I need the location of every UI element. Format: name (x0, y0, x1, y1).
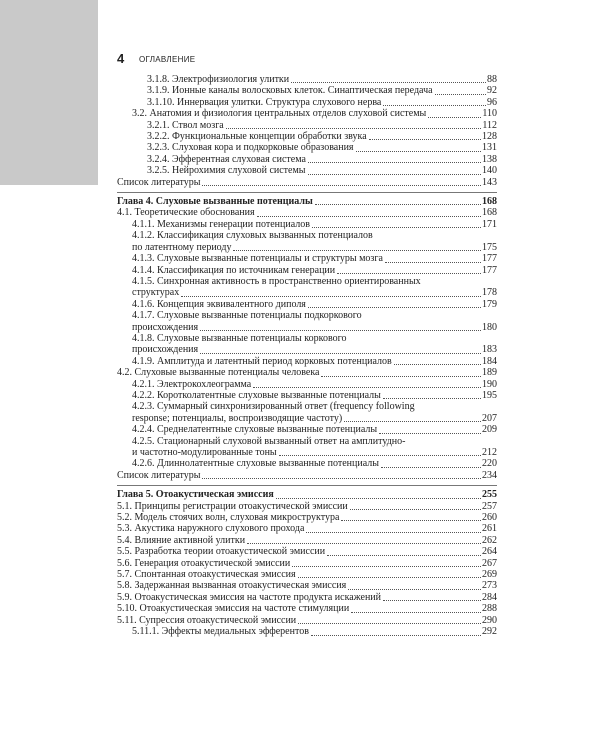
toc-page-number: 269 (482, 569, 497, 581)
toc-entry[interactable] (117, 230, 497, 253)
dot-leader (292, 566, 481, 567)
toc-entry[interactable] (117, 154, 497, 165)
toc-page-number: 264 (482, 546, 497, 558)
toc-page-number: 288 (482, 603, 497, 615)
toc-entry-title: происхождения (132, 344, 199, 356)
toc-entry[interactable] (117, 276, 497, 299)
dot-leader (279, 455, 481, 456)
toc-page-number: 177 (482, 253, 497, 265)
dot-leader (298, 577, 481, 578)
dot-leader (257, 216, 481, 217)
toc-entry[interactable] (117, 219, 497, 230)
toc-page-number: 179 (482, 298, 497, 310)
page-number: 4 (117, 51, 125, 66)
toc-entry-title: 4.1.9. Амплитуда и латентный период корковых потенциалов (132, 355, 392, 367)
toc-entry-title: response; потенциалы, воспроизводящие частоту) (132, 412, 343, 424)
dot-leader (312, 227, 481, 228)
toc-entry-title: Глава 4. Слуховые вызванные потенциалы (117, 196, 313, 208)
toc-page-number: 189 (482, 367, 497, 379)
running-title: ОГЛАВЛЕНИЕ (139, 55, 196, 64)
toc-entry[interactable] (117, 523, 497, 534)
toc-entry-title: 3.1.9. Ионные каналы волосковых клеток. Синаптическая передача (147, 85, 433, 97)
toc-entry-title: и частотно-модулированные тоны (132, 447, 277, 458)
toc-entry[interactable] (117, 131, 497, 142)
dot-leader (351, 612, 481, 613)
toc-entry-title-line: 4.1.2. Классификация слуховых вызванных потенциалов (132, 230, 373, 242)
toc-entry[interactable] (117, 356, 497, 367)
toc-page-number: 255 (482, 489, 497, 501)
toc-entry-title: 5.3. Акустика наружного слухового прохода (117, 523, 305, 535)
toc-entry-title: 4.2.6. Длиннолатентные слуховые вызванные потенциалы (132, 458, 379, 470)
toc-entry-title: 3.2.4. Эфферентная слуховая система (147, 153, 306, 165)
toc-entry-title: 5.2. Модель стоячих волн, слуховая микроструктура (117, 512, 340, 524)
dot-leader (350, 509, 481, 510)
toc-entry[interactable] (117, 436, 497, 459)
toc-page-number: 177 (482, 264, 497, 276)
toc-page-number: 273 (482, 580, 497, 592)
dot-leader (202, 185, 481, 186)
toc-entry[interactable] (117, 310, 497, 333)
toc-page-number: 267 (482, 557, 497, 569)
dot-leader (308, 307, 481, 308)
chapter-separator-line (117, 485, 497, 486)
toc-page-number: 131 (482, 142, 497, 154)
toc-entry[interactable] (117, 85, 497, 96)
toc-page-number: 88 (487, 74, 497, 85)
toc-page-number: 110 (482, 108, 497, 120)
toc-page-number: 168 (482, 207, 497, 219)
toc-page-number: 284 (482, 591, 497, 603)
toc-entry[interactable] (117, 333, 497, 356)
toc-entry-title: 3.2.2. Функциональные концепции обработки звука (147, 131, 367, 143)
toc-entry[interactable] (117, 97, 497, 108)
toc-entry-title: 4.1.6. Концепция эквивалентного диполя (132, 298, 306, 310)
toc-entry[interactable] (117, 592, 497, 603)
toc-entry[interactable] (117, 253, 497, 264)
toc-entry-title: 5.9. Отоакустическая эмиссия на частоте продукта искажений (117, 591, 382, 603)
toc-entry-title: 3.2.5. Нейрохимия слуховой системы (147, 165, 306, 177)
dot-leader (181, 296, 481, 297)
toc-entry[interactable] (117, 558, 497, 569)
toc-entry[interactable] (117, 390, 497, 401)
toc-page-number: 178 (482, 287, 497, 299)
toc-page-number: 128 (482, 131, 497, 143)
dot-leader (348, 589, 481, 590)
toc-page-number: 175 (482, 241, 497, 253)
toc-entry[interactable] (117, 546, 497, 557)
toc-entry[interactable] (117, 615, 497, 626)
toc-entry-title: происхождения (132, 321, 199, 333)
dot-leader (226, 128, 482, 129)
toc-entry[interactable] (117, 569, 497, 580)
dot-leader (311, 635, 481, 636)
toc-entry[interactable] (117, 299, 497, 310)
dot-leader (337, 273, 481, 274)
toc-entry-title: 5.4. Влияние активной улитки (117, 534, 246, 546)
toc-entry-title: 5.8. Задержанная вызванная отоакустическая эмиссия (117, 580, 347, 592)
dot-leader (202, 478, 481, 479)
toc-entry-title-line: 4.2.5. Стационарный слуховой вызванный ответ на амплитудно- (132, 435, 406, 447)
toc-page-number: 112 (482, 119, 497, 131)
toc-entry-title: 5.11. Супрессия отоакустической эмиссии (117, 614, 297, 626)
dot-leader (381, 467, 481, 468)
toc-entry-title: 3.2.1. Ствол мозга (147, 119, 224, 131)
dot-leader (428, 117, 481, 118)
toc-entry-title-line: 4.1.8. Слуховые вызванные потенциалы коркового (132, 332, 347, 344)
toc-entry[interactable] (117, 74, 497, 85)
toc-entry[interactable] (117, 470, 497, 481)
toc-chapter-entry[interactable] (117, 192, 497, 207)
dot-leader (344, 421, 481, 422)
toc-page-number: 207 (482, 412, 497, 424)
toc-page-number: 209 (482, 424, 497, 436)
toc-entry[interactable] (117, 379, 497, 390)
toc-entry[interactable] (117, 535, 497, 546)
toc-entry-title: 3.2. Анатомия и физиология центральных отделов слуховой системы (132, 108, 427, 120)
dot-leader (308, 162, 481, 163)
toc-entry-title: 4.2.4. Среднелатентные слуховые вызванные потенциалы (132, 424, 378, 436)
dot-leader (200, 330, 481, 331)
toc-entry-title: 3.2.3. Слуховая кора и подкорковые образования (147, 142, 354, 154)
toc-page-number: 171 (482, 218, 497, 230)
toc-entry[interactable] (117, 120, 497, 131)
toc-page-number: 220 (482, 458, 497, 470)
dot-leader (276, 498, 481, 499)
toc-entry-title: 5.6. Генерация отоакустической эмиссии (117, 557, 291, 569)
dot-leader (247, 543, 481, 544)
page-header (117, 52, 497, 68)
dot-leader (356, 151, 481, 152)
dot-leader (394, 364, 481, 365)
dot-leader (383, 600, 481, 601)
toc-entry-title: 5.11.1. Эффекты медиальных эфферентов (132, 626, 309, 638)
toc-entry[interactable] (117, 424, 497, 435)
toc-page-number: 257 (482, 500, 497, 512)
dot-leader (315, 204, 481, 205)
toc-entry-title: по латентному периоду (132, 241, 232, 253)
chapter-separator-line (117, 192, 497, 193)
toc-page-number: 96 (487, 96, 497, 108)
dot-leader (291, 82, 486, 83)
toc-entry[interactable] (117, 458, 497, 469)
toc-page-number: 292 (482, 626, 497, 638)
toc-page-number: 183 (482, 344, 497, 356)
dot-leader (369, 139, 481, 140)
toc-entry-title: 5.1. Принципы регистрации отоакустической эмиссии (117, 500, 348, 512)
dot-leader (306, 532, 481, 533)
dot-leader (341, 520, 481, 521)
toc-entry-title: 3.1.8. Электрофизиология улитки (147, 74, 290, 85)
toc-page-number: 180 (482, 321, 497, 333)
toc-page-number: 195 (482, 389, 497, 401)
dot-leader (253, 387, 481, 388)
toc-entry-title-line: 4.2.3. Суммарный синхронизированный ответ (frequency following (132, 401, 415, 413)
toc-entry-title-line: 4.1.7. Слуховые вызванные потенциалы подкоркового (132, 310, 362, 322)
toc-entry-title-line: 4.1.5. Синхронная активность в пространственно ориентированных (132, 275, 421, 287)
toc-entry-title: 3.1.10. Иннервация улитки. Структура слухового нерва (147, 96, 382, 108)
toc-entry[interactable] (117, 580, 497, 591)
toc-entry-title: 5.5. Разработка теории отоакустической эмиссии (117, 546, 326, 558)
toc-entry[interactable] (117, 501, 497, 512)
dot-leader (200, 353, 481, 354)
toc-entry-title: Список литературы (117, 176, 201, 188)
toc-entry[interactable] (117, 603, 497, 614)
toc-page-number: 212 (482, 447, 497, 458)
toc-entry[interactable] (117, 401, 497, 424)
toc-entry-title: 4.1.3. Слуховые вызванные потенциалы и структуры мозга (132, 253, 383, 265)
toc-page-number: 143 (482, 176, 497, 188)
toc-entry-title: Список литературы (117, 469, 201, 481)
toc-entry[interactable] (117, 177, 497, 188)
toc-entry[interactable] (117, 367, 497, 378)
toc-chapter-entry[interactable] (117, 485, 497, 500)
toc-page-number: 184 (482, 355, 497, 367)
toc-entry[interactable] (117, 265, 497, 276)
toc-entry-title: 5.10. Отоакустическая эмиссия на частоте стимуляции (117, 603, 350, 615)
toc-page-number: 140 (482, 165, 497, 177)
toc-page-number: 168 (482, 196, 497, 208)
toc-entry-title: 4.2. Слуховые вызванные потенциалы человека (117, 367, 320, 379)
dot-leader (383, 105, 486, 106)
dot-leader (385, 262, 481, 263)
toc-entry[interactable] (117, 626, 497, 637)
table-of-contents (117, 74, 497, 638)
toc-entry[interactable] (117, 108, 497, 119)
dot-leader (321, 376, 481, 377)
toc-page-number: 260 (482, 512, 497, 524)
toc-entry-title: структурах (132, 287, 180, 299)
toc-page-number: 190 (482, 378, 497, 390)
toc-entry[interactable] (117, 165, 497, 176)
dot-leader (233, 250, 481, 251)
dot-leader (379, 433, 481, 434)
dot-leader (383, 398, 481, 399)
toc-page-number: 261 (482, 523, 497, 535)
toc-entry-title: 4.1. Теоретические обоснования (117, 207, 255, 219)
toc-page-number: 234 (482, 469, 497, 481)
toc-page-number: 92 (487, 85, 497, 97)
gray-edge-tab (0, 0, 98, 185)
dot-leader (308, 174, 481, 175)
toc-entry[interactable] (117, 512, 497, 523)
toc-entry-title: Глава 5. Отоакустическая эмиссия (117, 489, 274, 501)
toc-entry-title: 5.7. Спонтанная отоакустическая эмиссия (117, 569, 296, 581)
toc-entry-title: 4.1.4. Классификация по источникам генерации (132, 264, 336, 276)
toc-page-number: 262 (482, 534, 497, 546)
toc-entry[interactable] (117, 207, 497, 218)
dot-leader (327, 555, 481, 556)
toc-page-number: 290 (482, 614, 497, 626)
toc-entry-title: 4.1.1. Механизмы генерации потенциалов (132, 218, 310, 230)
toc-entry[interactable] (117, 142, 497, 153)
toc-entry-title: 4.2.1. Электрокохлеограмма (132, 378, 252, 390)
toc-entry-title: 4.2.2. Коротколатентные слуховые вызванные потенциалы (132, 389, 381, 401)
toc-page-number: 138 (482, 153, 497, 165)
dot-leader (435, 94, 486, 95)
dot-leader (298, 623, 481, 624)
